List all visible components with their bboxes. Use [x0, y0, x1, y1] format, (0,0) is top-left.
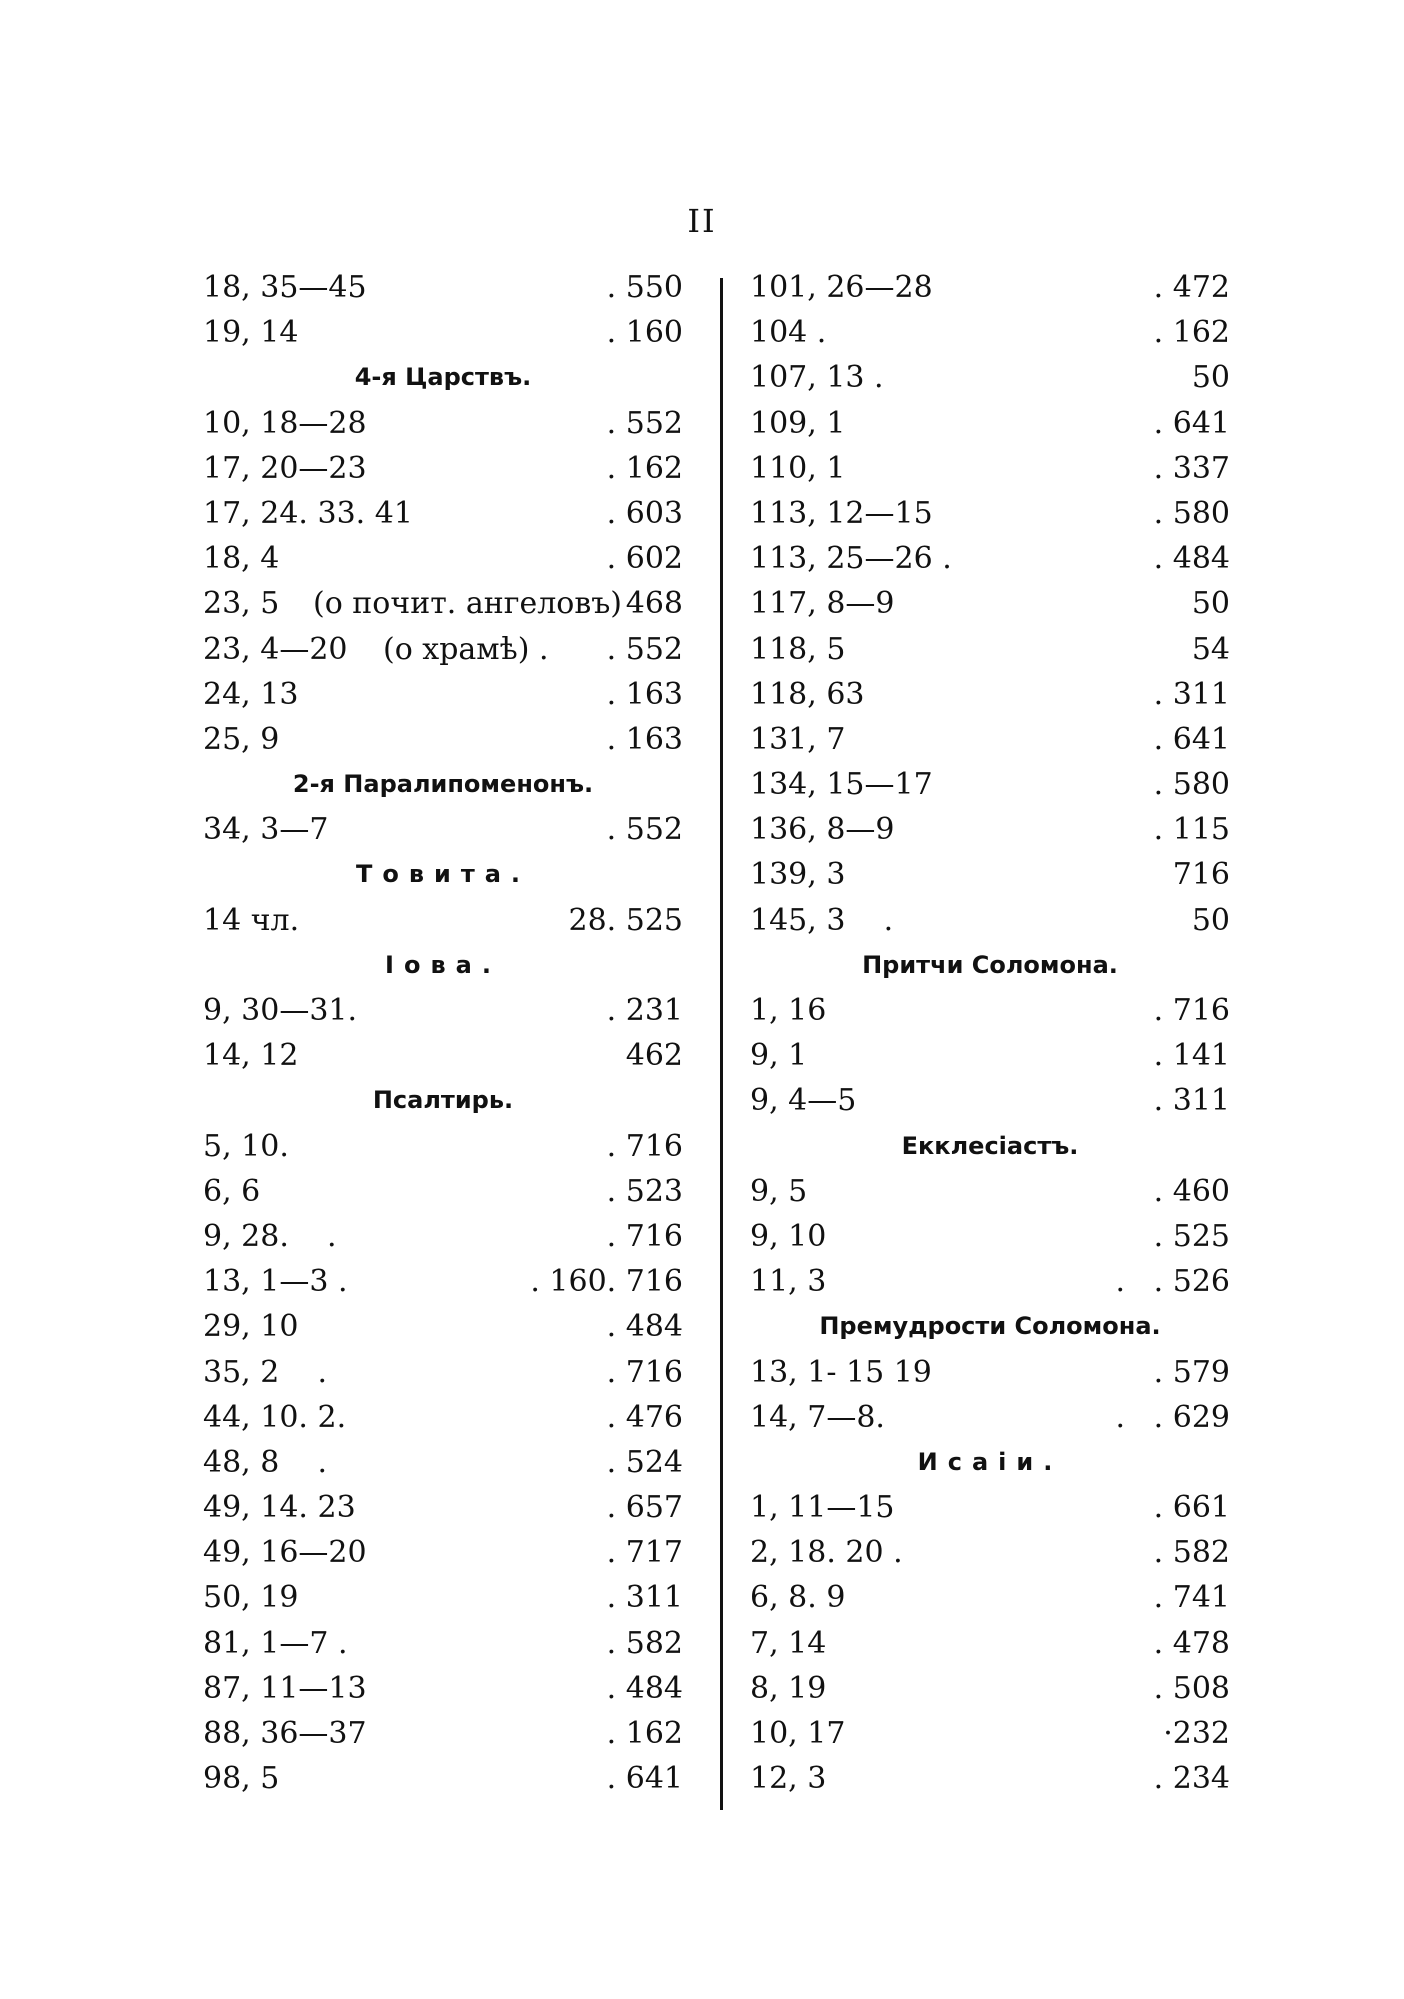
index-row — [203, 1621, 683, 1666]
page-ref: . 580 — [1153, 495, 1230, 531]
verse-ref: 7, 14 — [750, 1625, 827, 1661]
verse-ref: 6, 6 — [203, 1173, 261, 1209]
verse-ref: 2, 18. 20 . — [750, 1535, 903, 1571]
verse-ref: 10, 18—28 — [203, 405, 367, 441]
index-row — [203, 310, 683, 355]
verse-ref: 139, 3 — [750, 857, 846, 893]
index-row — [203, 581, 683, 626]
index-row — [750, 536, 1230, 581]
verse-ref: 18, 4 — [203, 541, 280, 577]
verse-ref: 1, 16 — [750, 993, 827, 1028]
page-ref: . 524 — [606, 1444, 683, 1480]
page-ref: . . 629 — [1115, 1399, 1230, 1435]
page-ref: ·232 — [1163, 1716, 1230, 1751]
verse-ref: 35, 2 . — [203, 1354, 328, 1390]
page-ref: . 717 — [606, 1535, 683, 1571]
index-row — [203, 446, 683, 491]
index-row — [750, 1666, 1230, 1711]
section-heading-4-kings: 4-я Царствъ. — [354, 363, 532, 392]
verse-ref: 14 чл. — [203, 902, 300, 938]
page-ref: . 472 — [1153, 270, 1230, 305]
page-ref: . 716 — [606, 1128, 683, 1164]
page-ref: . 115 — [1153, 812, 1230, 848]
page-ref: . 141 — [1153, 1038, 1230, 1074]
verse-ref: 12, 3 — [750, 1761, 827, 1797]
index-row — [750, 355, 1230, 400]
index-row — [750, 1078, 1230, 1123]
page-ref: . 484 — [606, 1670, 683, 1706]
section-heading-job: Іова. — [385, 950, 501, 979]
page-ref: . 162 — [1153, 315, 1230, 351]
verse-ref: 98, 5 — [203, 1761, 280, 1797]
index-row — [750, 807, 1230, 852]
index-row — [750, 1485, 1230, 1530]
verse-ref: 87, 11—13 — [203, 1670, 367, 1706]
index-row — [750, 1621, 1230, 1666]
page-ref: 462 — [625, 1038, 683, 1074]
verse-ref: 14, 12 — [203, 1038, 299, 1074]
verse-ref: 134, 15—17 — [750, 767, 933, 803]
page-ref: . 160 — [606, 315, 683, 351]
index-row — [203, 265, 683, 310]
page-ref: . 163 — [606, 676, 683, 712]
index-row — [750, 852, 1230, 897]
page-ref: . 162 — [606, 450, 683, 486]
page-ref: . 234 — [1153, 1761, 1230, 1797]
index-row — [203, 401, 683, 446]
index-row — [203, 1711, 683, 1756]
page-ref: . 716 — [606, 1218, 683, 1254]
page-ref: . 484 — [606, 1309, 683, 1345]
section-heading-psalms: Псалтирь. — [372, 1086, 514, 1115]
index-row — [203, 1169, 683, 1214]
verse-ref: 19, 14 — [203, 315, 299, 351]
section-heading-ecclesiastes: Екклесіастъ. — [901, 1131, 1079, 1160]
page-ref: . 579 — [1153, 1354, 1230, 1390]
entry-note: (о почит. ангеловъ) — [313, 586, 623, 622]
verse-ref: 9, 10 — [750, 1218, 827, 1254]
index-row — [203, 898, 683, 943]
verse-ref: 17, 24. 33. 41 — [203, 495, 413, 531]
verse-ref: 136, 8—9 — [750, 812, 895, 848]
verse-ref: 13, 1—3 . — [203, 1264, 348, 1300]
page-ref: . 478 — [1153, 1625, 1230, 1661]
page-ref: 468 — [625, 586, 683, 622]
index-row — [203, 717, 683, 762]
verse-ref: 29, 10 — [203, 1309, 299, 1345]
verse-ref: 49, 14. 23 — [203, 1490, 356, 1526]
index-row — [750, 1756, 1230, 1801]
index-row — [750, 1711, 1230, 1756]
index-row — [203, 536, 683, 581]
index-row — [750, 1395, 1230, 1440]
verse-ref: 14, 7—8. — [750, 1399, 885, 1435]
index-row — [750, 401, 1230, 446]
page-ref: . 641 — [606, 1761, 683, 1797]
section-heading-tobit: Товита. — [355, 860, 531, 889]
verse-ref: 110, 1 — [750, 450, 846, 486]
index-row — [203, 1350, 683, 1395]
entry-note: (о храмѣ) . — [383, 631, 549, 667]
index-row — [750, 627, 1230, 672]
page-ref: . 231 — [606, 993, 683, 1028]
page-ref: . 523 — [606, 1173, 683, 1209]
index-row — [750, 1530, 1230, 1575]
index-row — [203, 1575, 683, 1620]
index-row — [750, 1214, 1230, 1259]
right-column — [750, 265, 1230, 1801]
page-ref: 54 — [1191, 631, 1230, 667]
page-number: II — [687, 202, 717, 240]
page-ref: . 552 — [606, 631, 683, 667]
verse-ref: 9, 28. . — [203, 1218, 337, 1254]
index-row — [203, 1214, 683, 1259]
index-row — [203, 807, 683, 852]
index-row — [203, 1124, 683, 1169]
verse-ref: 23, 5 — [203, 586, 280, 622]
index-row — [203, 672, 683, 717]
page-ref: . 163 — [606, 721, 683, 757]
verse-ref: 9, 5 — [750, 1173, 808, 1209]
page-ref: 50 — [1191, 360, 1230, 396]
index-row — [203, 627, 683, 672]
index-row — [750, 581, 1230, 626]
index-row — [203, 1756, 683, 1801]
index-row — [203, 1530, 683, 1575]
page-ref: . 602 — [606, 541, 683, 577]
verse-ref: 101, 26—28 — [750, 270, 933, 305]
column-divider — [720, 278, 723, 1810]
verse-ref: 113, 12—15 — [750, 495, 933, 531]
index-row — [750, 717, 1230, 762]
index-row — [203, 1304, 683, 1349]
verse-ref: 9, 1 — [750, 1038, 808, 1074]
index-row — [750, 672, 1230, 717]
page-ref: . 525 — [1153, 1218, 1230, 1254]
verse-ref: 9, 4—5 — [750, 1083, 857, 1119]
verse-ref: 145, 3 . — [750, 902, 894, 938]
page-ref: . 582 — [606, 1625, 683, 1661]
page-ref: . 311 — [606, 1580, 683, 1616]
index-row — [750, 1169, 1230, 1214]
index-row — [203, 1440, 683, 1485]
page-ref: . 580 — [1153, 767, 1230, 803]
page-ref: . 160. 716 — [530, 1264, 683, 1300]
verse-ref: 25, 9 — [203, 721, 280, 757]
index-row — [750, 1350, 1230, 1395]
verse-ref: 118, 63 — [750, 676, 865, 712]
page-ref: . 716 — [1153, 993, 1230, 1028]
verse-ref: 131, 7 — [750, 721, 846, 757]
verse-ref: 9, 30—31. — [203, 993, 358, 1028]
page-ref: . 311 — [1153, 1083, 1230, 1119]
verse-ref: 49, 16—20 — [203, 1535, 367, 1571]
page-ref: . 603 — [606, 495, 683, 531]
index-row — [750, 1259, 1230, 1304]
verse-ref: 24, 13 — [203, 676, 299, 712]
page-ref: . 162 — [606, 1716, 683, 1751]
index-row — [203, 1485, 683, 1530]
verse-ref: 117, 8—9 — [750, 586, 895, 622]
index-row — [203, 1033, 683, 1078]
verse-ref: 81, 1—7 . — [203, 1625, 348, 1661]
page-ref: . 552 — [606, 405, 683, 441]
verse-ref: 6, 8. 9 — [750, 1580, 846, 1616]
index-row — [203, 491, 683, 536]
verse-ref: 18, 35—45 — [203, 270, 367, 305]
page-ref: . 508 — [1153, 1670, 1230, 1706]
index-row — [750, 1575, 1230, 1620]
verse-ref: 113, 25—26 . — [750, 541, 952, 577]
verse-ref: 10, 17 — [750, 1716, 846, 1751]
verse-ref: 11, 3 — [750, 1264, 827, 1300]
section-heading-wisdom: Премудрости Соломона. — [819, 1312, 1161, 1341]
index-row — [750, 762, 1230, 807]
index-row — [750, 491, 1230, 536]
page-ref: 716 — [1172, 857, 1230, 893]
verse-ref: 104 . — [750, 315, 827, 351]
page-ref: . . 526 — [1115, 1264, 1230, 1300]
left-column — [203, 265, 683, 1801]
page-ref: . 552 — [606, 812, 683, 848]
page-ref: . 582 — [1153, 1535, 1230, 1571]
section-heading-2-chronicles: 2-я Паралипоменонъ. — [292, 770, 594, 799]
verse-ref: 17, 20—23 — [203, 450, 367, 486]
verse-ref: 13, 1- 15 19 — [750, 1354, 932, 1390]
section-heading-proverbs: Притчи Соломона. — [862, 950, 1118, 979]
page-ref: . 311 — [1153, 676, 1230, 712]
verse-ref: 118, 5 — [750, 631, 846, 667]
page-ref: . 661 — [1153, 1490, 1230, 1526]
page-ref: 50 — [1191, 902, 1230, 938]
page-ref: . 476 — [606, 1399, 683, 1435]
page-ref: 50 — [1191, 586, 1230, 622]
page-ref: . 716 — [606, 1354, 683, 1390]
index-row — [203, 1259, 683, 1304]
index-row — [203, 988, 683, 1033]
verse-ref: 107, 13 . — [750, 360, 884, 396]
index-row — [750, 265, 1230, 310]
page-ref: . 550 — [606, 270, 683, 305]
page-ref: 28. 525 — [568, 902, 683, 938]
verse-ref: 23, 4—20 — [203, 631, 348, 667]
page-ref: . 484 — [1153, 541, 1230, 577]
page-ref: . 641 — [1153, 721, 1230, 757]
index-row — [750, 310, 1230, 355]
index-row — [750, 446, 1230, 491]
verse-ref: 88, 36—37 — [203, 1716, 367, 1751]
index-row — [750, 898, 1230, 943]
page-ref: . 741 — [1153, 1580, 1230, 1616]
index-row — [203, 1395, 683, 1440]
verse-ref: 5, 10. — [203, 1128, 289, 1164]
verse-ref: 44, 10. 2. — [203, 1399, 347, 1435]
verse-ref: 34, 3—7 — [203, 812, 329, 848]
verse-ref: 8, 19 — [750, 1670, 827, 1706]
index-row — [750, 1033, 1230, 1078]
index-row — [203, 1666, 683, 1711]
page-ref: . 337 — [1153, 450, 1230, 486]
page-ref: . 641 — [1153, 405, 1230, 441]
verse-ref: 109, 1 — [750, 405, 846, 441]
verse-ref: 50, 19 — [203, 1580, 299, 1616]
section-heading-isaiah: Исаіи. — [917, 1447, 1063, 1476]
verse-ref: 48, 8 . — [203, 1444, 328, 1480]
page-ref: . 460 — [1153, 1173, 1230, 1209]
index-row — [750, 988, 1230, 1033]
page-ref: . 657 — [606, 1490, 683, 1526]
verse-ref: 1, 11—15 — [750, 1490, 895, 1526]
